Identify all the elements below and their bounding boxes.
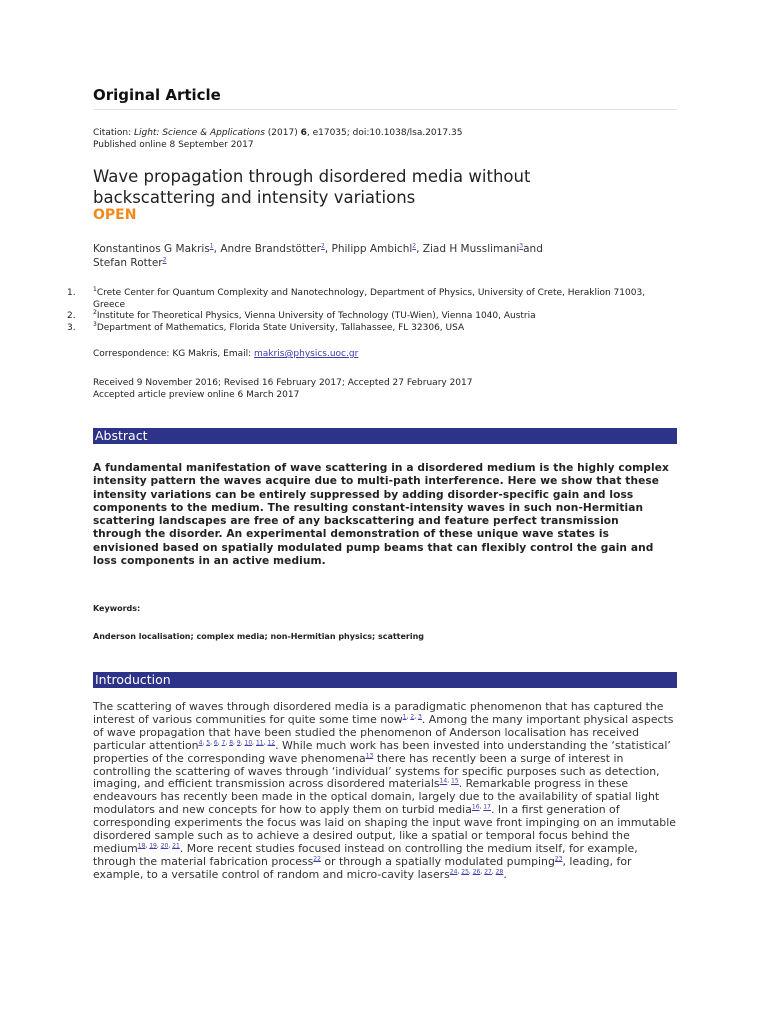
author-affil-ref[interactable]: 2 — [412, 242, 417, 250]
reference-link[interactable]: 12 — [267, 739, 276, 747]
intro-text-segment: or through a spatially modulated pumping — [320, 854, 555, 868]
reference-separator: , — [480, 868, 485, 876]
reference-link[interactable]: 15 — [451, 777, 459, 785]
reference-link[interactable]: 1 — [402, 713, 407, 721]
affiliation-text: Department of Mathematics, Florida State University, Tallahassee, FL 32306, USA — [96, 322, 465, 333]
reference-link[interactable]: 26 — [472, 868, 481, 876]
reference-group — [472, 803, 491, 816]
affiliation-text: Institute for Theoretical Physics, Vienna University of Technology (TU-Wien), Vienna 1040, Austria — [96, 311, 536, 321]
citation-year: (2017) — [264, 128, 301, 138]
author-name[interactable]: Andre Brandstötter — [220, 243, 321, 255]
keywords-label: Keywords: — [93, 604, 141, 613]
author-affil-ref[interactable]: 2 — [162, 256, 167, 264]
reference-separator: , — [156, 842, 161, 850]
reference-link[interactable]: 11 — [255, 739, 264, 747]
published-date: Published online 8 September 2017 — [93, 140, 254, 150]
reference-link[interactable]: 28 — [495, 868, 504, 876]
author-name[interactable]: Philipp Ambichl — [331, 243, 413, 255]
intro-text-segment: . More recent studies focused instead on controlling the medium itself, for example, through the material fabrication process — [93, 841, 638, 868]
author-separator: and — [523, 243, 543, 255]
reference-separator: , — [414, 713, 419, 721]
reference-separator: , — [406, 713, 411, 721]
citation-rest: , e17035; doi:10.1038/lsa.2017.35 — [306, 128, 463, 138]
citation-prefix: Citation: — [93, 128, 134, 138]
reference-separator: , — [263, 739, 268, 747]
reference-separator: , — [240, 739, 245, 747]
affiliation-item — [67, 311, 657, 323]
reference-separator: , — [202, 739, 207, 747]
reference-group — [555, 855, 563, 868]
correspondence — [93, 349, 358, 359]
intro-text-segment: The scattering of waves through disordered media is a paradigmatic phenomenon that has captured the interest of various communities for quite some time now — [93, 700, 664, 726]
reference-link[interactable]: 7 — [221, 739, 226, 747]
journal-name: Light: Science & Applications — [133, 128, 265, 138]
article-dates — [93, 377, 472, 401]
abstract-text: A fundamental manifestation of wave scattering in a disordered medium is the highly complex intensity pattern the waves acquire due to multi-path interference. Here we show that these intensity variations can be entirely suppressed by adding disorder-specific gain and loss components to the medium. The resulting constant-intensity waves in such non-Hermitian scattering landscapes are free of any backscattering and feature perfect transmission through the disorder. An experimental demonstration of these unique wave states is envisioned based on spatially modulated pump beams that can flexibly control the gain and loss components in an active medium. — [93, 462, 669, 568]
reference-link[interactable]: 24 — [449, 868, 458, 876]
author-name[interactable]: Konstantinos G Makris — [93, 243, 210, 255]
email-link[interactable]: makris@physics.uoc.gr — [254, 349, 359, 359]
reference-group — [440, 777, 459, 790]
reference-separator: , — [252, 739, 256, 747]
reference-separator: , — [479, 803, 484, 811]
reference-link[interactable]: 25 — [461, 868, 469, 876]
affiliation-sup: 1 — [93, 286, 97, 293]
reference-separator: , — [447, 777, 452, 785]
reference-link[interactable]: 23 — [554, 855, 563, 863]
affiliation-sup: 2 — [93, 309, 97, 316]
reference-separator: , — [468, 868, 473, 876]
author-affil-ref[interactable]: 2 — [321, 242, 325, 250]
author-list — [93, 242, 653, 270]
reference-group — [199, 739, 276, 752]
reference-separator: , — [233, 739, 237, 747]
affiliation-sup: 3 — [93, 320, 97, 328]
reference-separator: , — [457, 868, 462, 876]
reference-link[interactable]: 13 — [365, 752, 374, 759]
author-affil-ref[interactable]: 3 — [519, 242, 524, 250]
author-name[interactable]: Stefan Rotter — [93, 257, 163, 269]
affiliation-text: Crete Center for Quantum Complexity and Nanotechnology, Department of Physics, University of Crete, Heraklion 71003, Greece — [93, 288, 646, 310]
reference-separator: , — [168, 842, 173, 850]
author-separator: , — [213, 243, 221, 255]
intro-text-segment: , leading, for example, to a versatile control of random and micro-cavity lasers — [93, 854, 632, 881]
reference-link[interactable]: 22 — [313, 855, 321, 863]
reference-separator: , — [225, 739, 230, 747]
reference-link[interactable]: 17 — [483, 803, 491, 811]
reference-link[interactable]: 8 — [229, 739, 234, 747]
introduction-heading: Introduction — [93, 672, 677, 688]
reference-link[interactable]: 16 — [471, 803, 480, 811]
intro-text-segment: . In a first generation of corresponding experiments the focus was laid on shaping the input wave front impinging on an immutable disordered sample such as to achieve a desired output, like a spatial or temporal focus behind the medium — [93, 803, 676, 855]
citation — [93, 127, 677, 151]
author-name[interactable]: Ziad H Musslimani — [422, 243, 520, 255]
reference-group — [138, 842, 180, 855]
intro-text-segment: . Among the many important physical aspects of wave propagation that have been studied the phenomenon of Anderson localisation has received particular attention — [93, 712, 674, 752]
intro-text-segment: . Remarkable progress in these endeavours has recently been made in the optical domain, largely due to the availability of spatial light modulators and new concepts for how to apply them on turbid media — [93, 777, 660, 817]
reference-separator: , — [210, 739, 214, 747]
received-dates: Received 9 November 2016; Revised 16 February 2017; Accepted 27 February 2017 — [93, 378, 473, 388]
reference-link[interactable]: 19 — [149, 842, 157, 850]
reference-link[interactable]: 10 — [244, 739, 253, 747]
keywords-list: Anderson localisation; complex media; non-Hermitian physics; scattering — [93, 632, 425, 641]
reference-link[interactable]: 6 — [213, 739, 218, 747]
reference-separator: , — [491, 868, 496, 876]
author-separator: , — [416, 243, 423, 255]
author-affil-ref[interactable]: 1 — [209, 242, 214, 250]
reference-group — [313, 855, 321, 868]
section-label: Original Article — [93, 86, 221, 104]
open-access-label: OPEN — [93, 207, 137, 223]
reference-link[interactable]: 20 — [160, 842, 169, 850]
reference-link[interactable]: 21 — [172, 842, 180, 850]
reference-link[interactable]: 4 — [198, 739, 203, 747]
reference-link[interactable]: 14 — [439, 777, 448, 785]
reference-separator: , — [145, 842, 150, 850]
abstract-heading: Abstract — [93, 428, 677, 444]
reference-link[interactable]: 3 — [418, 713, 422, 721]
intro-text-segment: there has recently been a surge of interest in controlling the scattering of waves through ‘individual’ systems for specific purposes such as detection, imaging, and efficient transmission across disordered materials — [93, 751, 660, 791]
intro-text-segment: . — [503, 867, 507, 881]
reference-group — [449, 867, 507, 881]
article-title: Wave propagation through disordered media without backscattering and intensity variations — [93, 167, 531, 207]
affiliation-number: 3. — [67, 322, 76, 333]
reference-link[interactable]: 2 — [410, 713, 415, 721]
reference-link[interactable]: 18 — [137, 842, 146, 850]
affiliation-number: 1. — [67, 288, 76, 298]
reference-group — [403, 713, 422, 726]
divider — [93, 109, 677, 110]
affiliation-list — [67, 288, 657, 334]
affiliation-number: 2. — [67, 311, 76, 321]
affiliation-item — [67, 320, 657, 335]
intro-text-segment: . While much work has been invested into understanding the ‘statistical’ properties of the corresponding wave phenomena — [93, 738, 671, 765]
citation-volume: 6 — [300, 128, 307, 138]
reference-separator: , — [217, 739, 222, 747]
author-separator: , — [324, 243, 332, 255]
reference-link[interactable]: 9 — [236, 739, 241, 747]
preview-date: Accepted article preview online 6 March 2017 — [93, 390, 300, 400]
introduction-text — [93, 701, 679, 882]
correspondence-label: Correspondence: KG Makris, Email: — [93, 349, 255, 359]
reference-link[interactable]: 5 — [206, 739, 211, 747]
reference-link[interactable]: 27 — [484, 868, 492, 876]
affiliation-item — [67, 288, 657, 311]
